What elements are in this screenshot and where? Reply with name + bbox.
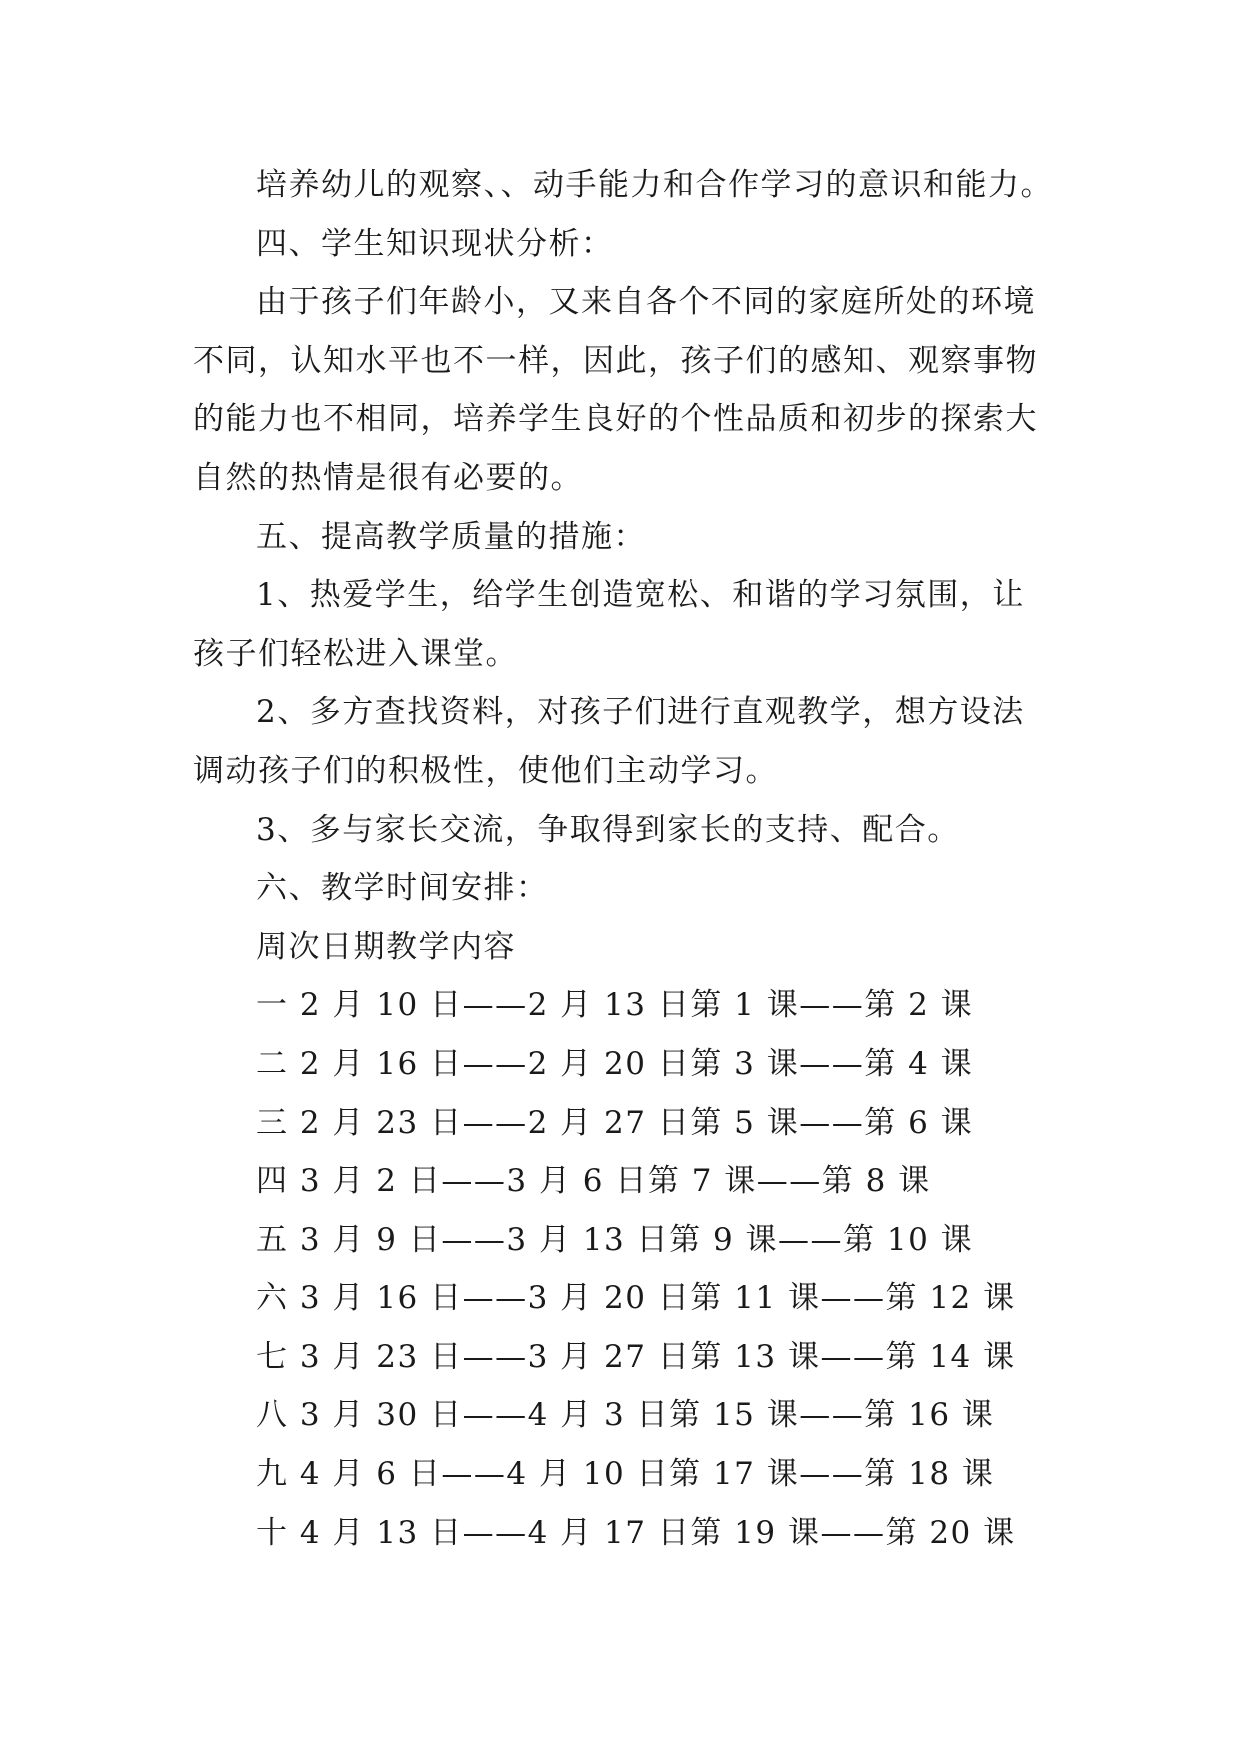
schedule-row: 三 2 月 23 日——2 月 27 日第 5 课——第 6 课: [256, 1104, 974, 1141]
schedule-row: 六 3 月 16 日——3 月 20 日第 11 课——第 12 课: [256, 1280, 1016, 1317]
schedule-row: 四 3 月 2 日——3 月 6 日第 7 课——第 8 课: [256, 1163, 931, 1200]
paragraph-goal: 培养幼儿的观察、、动手能力和合作学习的意识和能力。: [256, 167, 1053, 203]
measure-3: 3、多与家长交流，争取得到家长的支持、配合。: [256, 811, 960, 848]
schedule-row: 九 4 月 6 日——4 月 10 日第 17 课——第 18 课: [256, 1456, 995, 1493]
schedule-row: 五 3 月 9 日——3 月 13 日第 9 课——第 10 课: [256, 1221, 974, 1258]
document-body: [193, 156, 1073, 1562]
schedule-row: 一 2 月 10 日——2 月 13 日第 1 课——第 2 课: [256, 987, 974, 1024]
measure-2-line: 调动孩子们的积极性，使他们主动学习。: [193, 752, 778, 789]
section-heading-6: 六、教学时间安排：: [256, 870, 549, 907]
paragraph-analysis-line: 不同，认知水平也不一样，因此，孩子们的感知、观察事物: [193, 342, 1038, 379]
paragraph-analysis-line: 的能力也不相同，培养学生良好的个性品质和初步的探索大: [193, 401, 1038, 438]
paragraph-analysis-line: 由于孩子们年龄小，又来自各个不同的家庭所处的环境: [256, 284, 1036, 321]
measure-2-line: 2、多方查找资料，对孩子们进行直观教学，想方设法: [256, 694, 1025, 731]
schedule-row: 八 3 月 30 日——4 月 3 日第 15 课——第 16 课: [256, 1397, 995, 1434]
schedule-header: 周次日期教学内容: [256, 928, 516, 965]
measure-1-line: 孩子们轻松进入课堂。: [193, 635, 518, 672]
section-heading-4: 四、学生知识现状分析：: [256, 225, 614, 262]
schedule-row: 十 4 月 13 日——4 月 17 日第 19 课——第 20 课: [256, 1514, 1016, 1551]
schedule-row: 二 2 月 16 日——2 月 20 日第 3 课——第 4 课: [256, 1045, 974, 1082]
section-heading-5: 五、提高教学质量的措施：: [256, 518, 646, 555]
paragraph-analysis-line: 自然的热情是很有必要的。: [193, 459, 583, 496]
schedule-row: 七 3 月 23 日——3 月 27 日第 13 课——第 14 课: [256, 1338, 1016, 1375]
measure-1-line: 1、热爱学生，给学生创造宽松、和谐的学习氛围，让: [256, 577, 1025, 614]
